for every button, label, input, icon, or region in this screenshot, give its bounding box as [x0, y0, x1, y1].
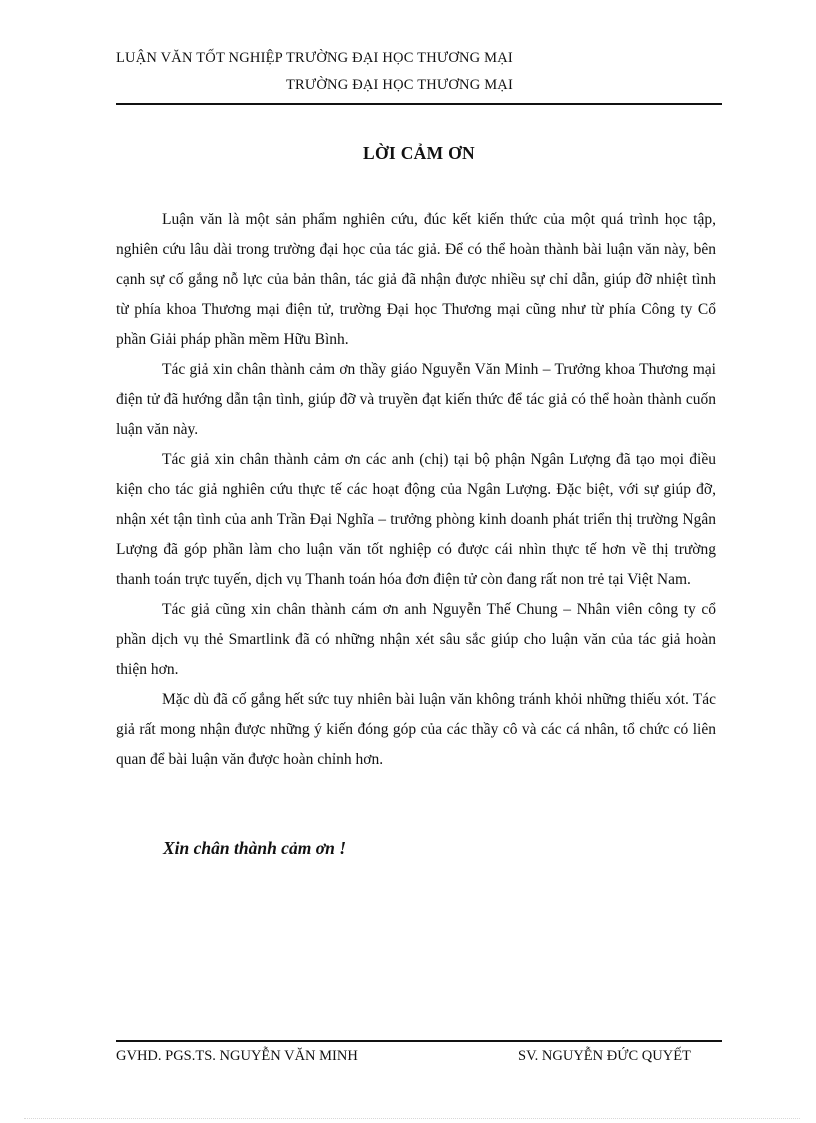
- paragraph-2: Tác giả xin chân thành cảm ơn thầy giáo Nguyễn Văn Minh – Trưởng khoa Thương mại điện tử đã hướng dẫn tận tình, giúp đỡ và truyền đạt kiến thức để tác giả có thể hoàn thành cuốn luận văn này.: [116, 361, 716, 438]
- footer-student: SV. NGUYỄN ĐỨC QUYẾT: [518, 1048, 691, 1064]
- page-bottom-edge: [24, 1118, 800, 1119]
- paragraph-5: Mặc dù đã cố gắng hết sức tuy nhiên bài luận văn không tránh khỏi những thiếu xót. Tác giả rất mong nhận được những ý kiến đóng góp của các thầy cô và các cá nhân, tổ chức có liên quan để bài luận văn được hoàn chỉnh hơn.: [116, 691, 716, 768]
- footer-divider: [116, 1040, 722, 1042]
- paragraph-1: Luận văn là một sản phẩm nghiên cứu, đúc kết kiến thức của một quá trình học tập, nghiên cứu lâu dài trong trường đại học của tác giả. Để có thể hoàn thành bài luận văn này, bên cạnh sự cố gắng nỗ lực của bản thân, tác giả đã nhận được nhiều sự chỉ dẫn, giúp đỡ nhiệt tình từ phía khoa Thương mại điện tử, trường Đại học Thương mại cũng như từ phía Công ty Cổ phần Giải pháp phần mềm Hữu Bình.: [116, 211, 716, 348]
- footer-supervisor: GVHD. PGS.TS. NGUYỄN VĂN MINH: [116, 1048, 358, 1064]
- page-title: LỜI CẢM ƠN: [363, 143, 475, 163]
- closing-thanks: Xin chân thành cảm ơn !: [163, 838, 346, 858]
- paragraph-4: Tác giả cũng xin chân thành cám ơn anh Nguyễn Thế Chung – Nhân viên công ty cổ phần dịch vụ thẻ Smartlink đã có những nhận xét sâu sắc giúp cho luận văn của tác giả hoàn thiện hơn.: [116, 601, 716, 678]
- body-text: [116, 205, 716, 775]
- running-header-school: TRƯỜNG ĐẠI HỌC THƯƠNG MẠI: [286, 77, 514, 93]
- paragraph-3: Tác giả xin chân thành cảm ơn các anh (chị) tại bộ phận Ngân Lượng đã tạo mọi điều kiện cho tác giả nghiên cứu thực tế các hoạt động của Ngân Lượng. Đặc biệt, với sự giúp đỡ, nhận xét tận tình của anh Trần Đại Nghĩa – trưởng phòng kinh doanh phát triển thị trường Ngân Lượng đã góp phần làm cho luận văn tốt nghiệp có được cái nhìn thực tế hơn về thị trường thanh toán trực tuyến, dịch vụ Thanh toán hóa đơn điện tử còn đang rất non trẻ tại Việt Nam.: [116, 451, 716, 588]
- running-header-title: LUẬN VĂN TỐT NGHIỆP TRƯỜNG ĐẠI HỌC THƯƠNG MẠI: [116, 50, 513, 66]
- header-divider: [116, 103, 722, 105]
